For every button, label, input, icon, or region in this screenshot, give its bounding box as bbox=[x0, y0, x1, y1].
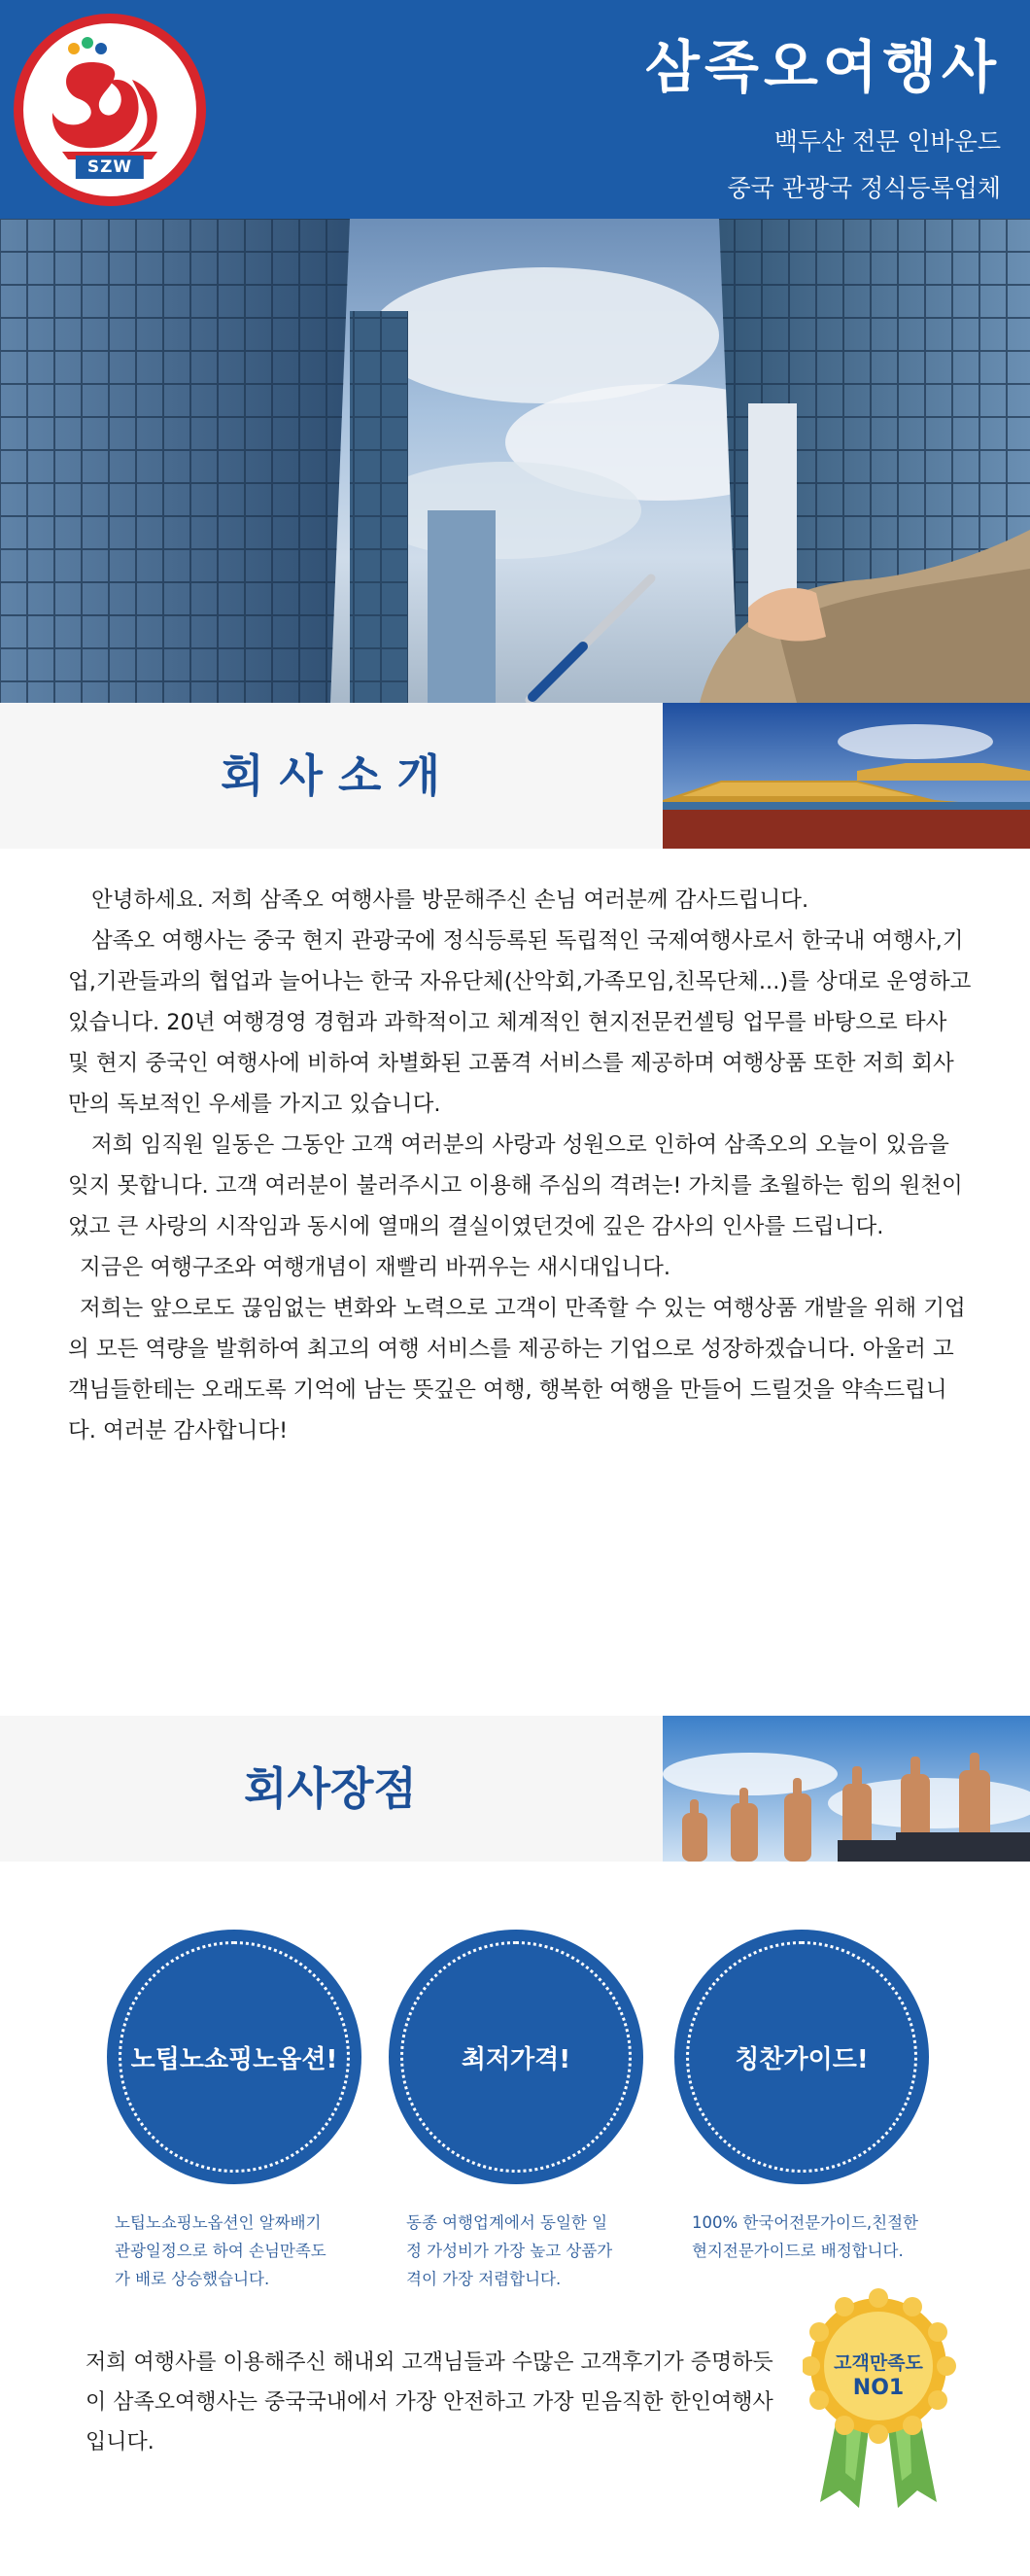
tagline-baekdu: 백두산 전문 인바운드 bbox=[773, 127, 1001, 156]
desc-line: 현지전문가이드로 배정합니다. bbox=[692, 2242, 904, 2260]
intro-section-title: 회 사 소 개 bbox=[221, 749, 440, 802]
strength-desc-3 bbox=[692, 2209, 918, 2265]
desc-line: 격이 가장 저렴합니다. bbox=[406, 2270, 562, 2288]
tagline-registered: 중국 관광국 정식등록업체 bbox=[727, 174, 1001, 202]
desc-line: 100% 한국어전문가이드,친절한 bbox=[692, 2213, 918, 2232]
desc-line: 노팁노쇼핑노옵션인 알짜배기 bbox=[115, 2213, 322, 2232]
company-name: 삼족오여행사 bbox=[644, 34, 1001, 100]
strengths-section-title: 회사장점 bbox=[244, 1762, 417, 1815]
intro-paragraph: 저희 임직원 일동은 그동안 고객 여러분의 사랑과 성원으로 인하여 삼족오의 오늘이 있음을 잊지 못합니다. 고객 여러분이 불러주시고 이용해 주심의 격려는! 가치를 초월하는 힘의 원천이었고 큰 사랑의 시작임과 동시에 열매의 결실이였던것에 깊은 감사의 인사를 드립니다. bbox=[68, 1132, 963, 1239]
intro-text bbox=[68, 880, 972, 1451]
badge-line-2: NO1 bbox=[852, 2376, 905, 2400]
closing-statement: 저희 여행사를 이용해주신 해내외 고객님들과 수많은 고객후기가 증명하듯이 삼족오여행사는 중국국내에서 가장 안전하고 가장 믿음직한 한인여행사입니다. bbox=[86, 2350, 773, 2454]
intro-paragraph: 삼족오 여행사는 중국 현지 관광국에 정식등록된 독립적인 국제여행사로서 한국내 여행사,기업,기관들과의 협업과 늘어나는 한국 자유단체(산악회,가족모임,친목단체...)를 상대로 운영하고 있습니다. 20년 여행경영 경험과 과학적이고 체계적인 현지전문컨셀팅 업무를 바탕으로 타사 및 현지 중국인 여행사에 비하여 차별화된 고품격 서비스를 제공하며 여행상품 또한 저희 회사만의 독보적인 우세를 가지고 있습니다. bbox=[68, 928, 972, 1117]
strength-desc-2 bbox=[406, 2209, 612, 2293]
site-header bbox=[0, 0, 1030, 219]
strength-desc-1 bbox=[115, 2209, 326, 2293]
strength-label: 칭찬가이드! bbox=[735, 2044, 869, 2074]
chinese-palace-roof-icon bbox=[663, 703, 1030, 849]
city-skyscrapers-photo bbox=[0, 219, 1030, 703]
desc-line: 정 가성비가 가장 높고 상품가 bbox=[406, 2242, 613, 2260]
desc-line: 가 배로 상승했습니다. bbox=[115, 2270, 270, 2288]
badge-line-1: 고객만족도 bbox=[834, 2352, 923, 2374]
chinese-palace-image bbox=[663, 703, 1030, 849]
intro-section-band bbox=[0, 703, 1030, 849]
intro-paragraph: 저희는 앞으로도 끊임없는 변화와 노력으로 고객이 만족할 수 있는 여행상품 개발을 위해 기업의 모든 역량을 발휘하여 최고의 여행 서비스를 제공하는 기업으로 성장하겠습니다. 아울러 고객님들한테는 오래도록 기억에 남는 뜻깊은 여행, 행복한 여행을 만들어 드릴것을 약속드립니다. 여러분 감사합니다! bbox=[68, 1296, 966, 1444]
strengths-section-band bbox=[0, 1716, 1030, 1862]
strength-label: 노팁노쇼핑노옵션! bbox=[130, 2044, 338, 2074]
hero-image bbox=[0, 219, 1030, 703]
no-tip-no-shopping-circle[interactable] bbox=[107, 1930, 361, 2184]
intro-paragraph: 지금은 여행구조와 여행개념이 재빨리 바뀌우는 새시대입니다. bbox=[80, 1255, 671, 1280]
desc-line: 동종 여행업계에서 동일한 일 bbox=[406, 2213, 608, 2232]
satisfaction-badge bbox=[803, 2286, 987, 2510]
praised-guide-circle[interactable] bbox=[674, 1930, 929, 2184]
logo-text: SZW bbox=[76, 156, 144, 179]
intro-paragraph: 안녕하세요. 저희 삼족오 여행사를 방문해주신 손님 여러분께 감사드립니다. bbox=[91, 888, 809, 913]
lowest-price-circle[interactable] bbox=[389, 1930, 643, 2184]
desc-line: 관광일정으로 하여 손님만족도 bbox=[115, 2242, 326, 2260]
strength-label: 최저가격! bbox=[461, 2044, 571, 2074]
company-logo[interactable] bbox=[14, 14, 206, 206]
thumbs-up-image bbox=[663, 1716, 1030, 1862]
thumbs-up-hands-icon bbox=[663, 1716, 1030, 1862]
